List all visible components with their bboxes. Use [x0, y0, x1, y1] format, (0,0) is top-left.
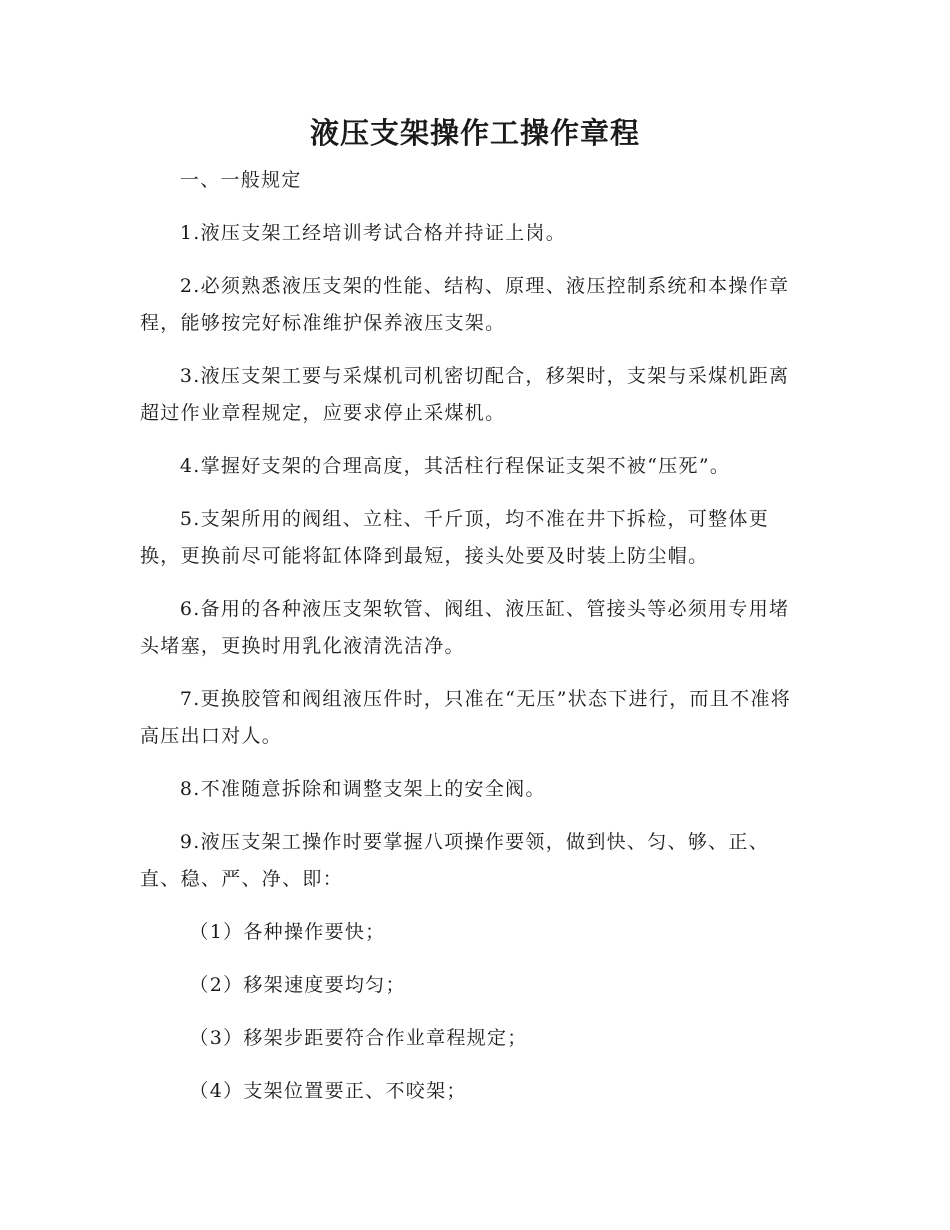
rule-paragraph-8: 8.不准随意拆除和调整支架上的安全阀。: [179, 778, 546, 800]
rule-paragraph-4: 4.掌握好支架的合理高度，其活柱行程保证支架不被“压死”。: [179, 455, 731, 477]
sub-item-2: （2）移架速度要均匀；: [189, 974, 406, 996]
rule-paragraph-1: 1.液压支架工经培训考试合格并持证上岗。: [179, 222, 567, 244]
rule-paragraph-3: 3.液压支架工要与采煤机司机密切配合，移架时，支架与采煤机距离超过作业章程规定，应要求停止采煤机。: [140, 365, 790, 424]
sub-item-1: （1）各种操作要快；: [189, 921, 386, 943]
rule-paragraph-9: 9.液压支架工操作时要掌握八项操作要领，做到快、匀、够、正、直、稳、严、净、即：: [140, 831, 770, 890]
rule-paragraph-2: 2.必须熟悉液压支架的性能、结构、原理、液压控制系统和本操作章程，能够按完好标准维护保养液压支架。: [140, 275, 790, 334]
document-title: 液压支架操作工操作章程: [309, 116, 640, 150]
rule-paragraph-7: 7.更换胶管和阀组液压件时，只准在“无压”状态下进行，而且不准将高压出口对人。: [140, 688, 792, 747]
section-heading: 一、一般规定: [179, 169, 302, 191]
rule-paragraph-6: 6.备用的各种液压支架软管、阀组、液压缸、管接头等必须用专用堵头堵塞，更换时用乳化液清洗洁净。: [140, 598, 790, 657]
document-body: [140, 162, 800, 1126]
sub-item-3: （3）移架步距要符合作业章程规定；: [189, 1027, 528, 1049]
rule-paragraph-5: 5.支架所用的阀组、立柱、千斤顶，均不准在井下拆检，可整体更换，更换前尽可能将缸体降到最短，接头处要及时装上防尘帽。: [140, 508, 770, 567]
sub-item-4: （4）支架位置要正、不咬架；: [189, 1080, 467, 1102]
